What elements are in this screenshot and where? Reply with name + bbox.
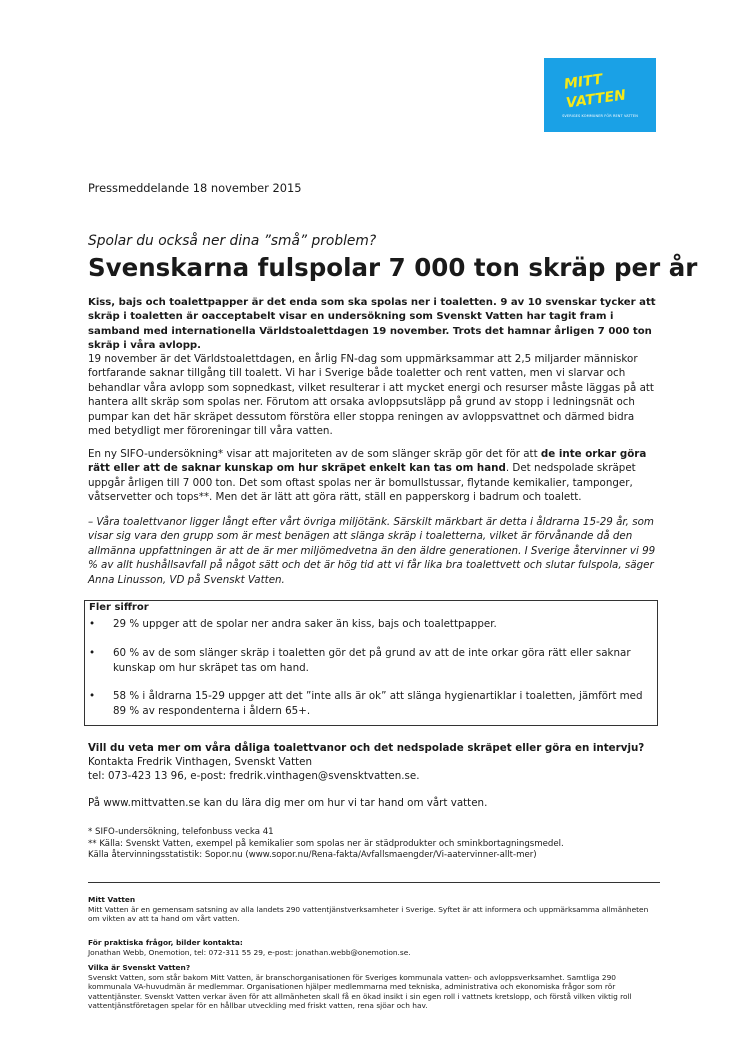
- body-paragraph-1: 19 november är det Världstoalettdagen, en årlig FN-dag som uppmärksammar att 2,5 miljarder människor fortfarande saknar tillgång till toalett. Vi har i Sverige både toaletter och rent vatten, men vi slarvar och behandlar våra avlopp som sopnedkast, vilket resulterar i att mycket energi och resurser måste läggas på att hantera allt skräp som spolas ner. Förutom att orsaka avloppsutsläpp på grund av stopp i ledningsnät och pumpar kan det här skräpet dessutom förstöra eller stoppa reningen av avloppsvattnet och därmed bidra med betydligt mer föroreningar till våra vatten.: [88, 353, 654, 438]
- facts-list-item: [89, 617, 653, 632]
- footnote: * SIFO-undersökning, telefonbuss vecka 41: [88, 827, 274, 837]
- footnote: ** Källa: Svenskt Vatten, exempel på kemikalier som spolas ner är städprodukter och sminkbortagningsmedel.: [88, 838, 564, 849]
- about-mitt-vatten: [88, 895, 660, 924]
- dateline: Pressmeddelande 18 november 2015: [88, 181, 302, 195]
- logo-line1: MITT: [563, 71, 604, 93]
- contact-question: Vill du veta mer om våra dåliga toalettvanor och det nedspolade skräpet eller göra en intervju?: [88, 742, 645, 754]
- facts-list-item: [89, 646, 653, 675]
- about-practical: [88, 938, 660, 957]
- bullet-icon: •: [89, 618, 96, 630]
- lead-paragraph: Kiss, bajs och toalettpapper är det enda som ska spolas ner i toaletten. 9 av 10 svenskar tycker att skräp i toaletten är oacceptabelt visar en undersökning som Svenskt Vatten har tagit fram i samband med internationella Världstoalettdagen 19 november. Trots det hamnar årligen 7 000 ton skräp i våra avlopp.: [88, 297, 656, 352]
- body2-bold: de inte orkar göra rätt eller att de saknar kunskap om hur skräpet enkelt kan tas om hand: [88, 448, 647, 475]
- quote-attribution: , säger Anna Linusson, VD på Svenskt Vatten.: [88, 559, 654, 586]
- about-heading: Mitt Vatten: [88, 895, 136, 904]
- body-paragraph-2: [88, 447, 660, 505]
- body2-after: . Det nedspolade skräpet uppgår årligen till 7 000 ton. Det som oftast spolas ner är bomullstussar, flytande kemikalier, tamponger, våtservetter och tops**. Men det är lätt att göra rätt, ställ en papperskorg i badrum och toalett.: [88, 462, 636, 504]
- divider: [88, 882, 660, 883]
- website-line: På www.mittvatten.se kan du lära dig mer om hur vi tar hand om vårt vatten.: [88, 797, 488, 809]
- facts-item-text: 58 % i åldrarna 15-29 uppger att det ”inte alls är ok” att slänga hygienartiklar i toaletten, jämfört med 89 % av respondenterna i åldern 65+.: [113, 690, 643, 717]
- contact-line-2: tel: 073-423 13 96, e-post: fredrik.vinthagen@svensktvatten.se.: [88, 770, 420, 783]
- bullet-icon: •: [89, 647, 96, 659]
- headline: Svenskarna fulspolar 7 000 ton skräp per år: [88, 253, 698, 282]
- facts-box: [84, 600, 658, 726]
- about-text: Svenskt Vatten, som står bakom Mitt Vatten, är branschorganisationen för Sveriges kommunala vatten- och avloppsverksamhet. Samtliga 290 kommunala VA-huvudmän är medlemmar. Organisationen hjälper medlemmarna med tekniska, administrativa och ekonomiska frågor som rör vattentjänster. Svenskt Vatten verkar även för att allmänheten skall få en ökad insikt i sin egen roll i vattnets kretslopp, och förstå vilken viktig roll vattentjänstföretagen spelar för en hållbar utveckling med friskt vatten, rena sjöar och hav.: [88, 972, 632, 1011]
- logo-tagline: SVERIGES KOMMUNER FÖR RENT VATTEN: [562, 114, 638, 118]
- kicker: Spolar du också ner dina ”små” problem?: [88, 233, 377, 249]
- about-svenskt-vatten: [88, 963, 660, 1011]
- about-heading: För praktiska frågor, bilder kontakta:: [88, 938, 243, 947]
- contact-line-1: Kontakta Fredrik Vinthagen, Svenskt Vatten: [88, 756, 313, 769]
- facts-item-text: 60 % av de som slänger skräp i toaletten gör det på grund av att de inte orkar göra rätt eller saknar kunskap om hur skräpet tas om hand.: [113, 647, 631, 674]
- quote-text: – Våra toalettvanor ligger långt efter vårt övriga miljötänk. Särskilt märkbart är detta i åldrarna 15-29 år, som visar sig vara den grupp som är mest benägen att slänga skräp i toaletterna, vilket är förvånande då den allmänna uppfattningen är att de är mer miljömedvetna än den äldre generationen. I Sverige återvinner vi 99 % av allt hushållsavfall på något sätt och det är hög tid att vi får lika bra toalettvett och slutar fulspola: [88, 516, 656, 572]
- contact-block: [88, 741, 660, 784]
- logo-wordmark: [544, 58, 656, 132]
- mitt-vatten-logo: [544, 58, 656, 132]
- bullet-icon: •: [89, 690, 96, 702]
- footnote: Källa återvinningsstatistik: Sopor.nu (www.sopor.nu/Rena-fakta/Avfallsmaengder/Vi-aatervinner-allt-mer): [88, 850, 537, 861]
- about-heading: Vilka är Svenskt Vatten?: [88, 963, 191, 972]
- quote-paragraph: [88, 515, 660, 587]
- facts-item-text: 29 % uppger att de spolar ner andra saker än kiss, bajs och toalettpapper.: [113, 618, 497, 630]
- body2-before: En ny SIFO-undersökning* visar att majoriteten av de som slänger skräp gör det för att: [88, 448, 541, 460]
- about-text: Mitt Vatten är en gemensam satsning av alla landets 290 vattentjänstverksamheter i Sverige. Syftet är att informera och uppmärksamma allmänheten om vikten av att ta hand om vårt vatten.: [88, 904, 649, 924]
- about-text: Jonathan Webb, Onemotion, tel: 072-311 55 29, e-post: jonathan.webb@onemotion.se.: [88, 947, 411, 957]
- facts-list-item: [89, 689, 653, 718]
- facts-title: Fler siffror: [89, 602, 149, 613]
- logo-line2: VATTEN: [565, 87, 627, 112]
- footnotes: [88, 827, 660, 862]
